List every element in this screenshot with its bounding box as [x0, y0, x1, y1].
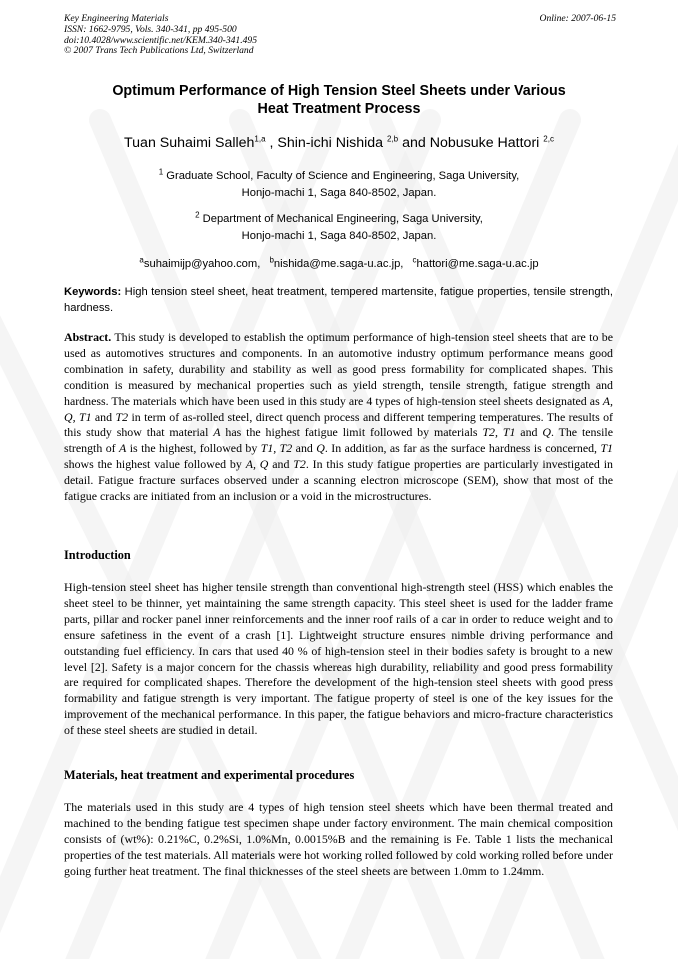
paper-title: Optimum Performance of High Tension Steel Sheets under Various Heat Treatment Process: [112, 83, 566, 117]
affiliation: $^1$ Graduate School, Faculty of Science and Engineering, Saga University, Honjo-machi 1, Saga 840-8502, Japan.: [158, 167, 520, 199]
abstract: Abstract. This study is developed to establish the optimum performance of high-tension steel sheets that are to be used as automotives structures and components. In an automotive industry optimum performance means good combination in safety, durability and stability as well as good press formability for complicated shapes. This condition is measured by mechanical properties such as yield strength, tensile strength, fatigue strength and hardness. The materials which have been used in this study are 4 types of high-tension steel sheets designated as A, Q, T1 and T2 in term of as-rolled steel, direct quench process and different tempering temperatures. The results of this study show that material A has the highest fatigue limit followed by materials T2, T1 and Q. The tensile strength of A is the highest, followed by T1, T2 and Q. In addition, as far as the surface hardness is concerned, T1 shows the highest value followed by A, Q and T2. In this study fatigue properties are particularly investigated in detail. Fatigue fracture surfaces observed under a scanning electron microscope (SEM), show that most of the fatigue cracks are initiated from an inclusion or a void in the microstructures.: [64, 330, 614, 504]
journal-doi: doi:10.4028/www.scientific.net/KEM.340-341.495: [64, 34, 258, 46]
section-heading: Materials, heat treatment and experimental procedures: [64, 768, 355, 782]
affiliation: $^2$ Department of Mechanical Engineering, Saga University, Honjo-machi 1, Saga 840-8502, Japan.: [195, 210, 483, 242]
online-date: Online: 2007-06-15: [539, 13, 616, 24]
author-name: Nobusuke Hattori: [429, 135, 540, 151]
keywords-text: High tension steel sheet, heat treatment, tempered martensite, fatigue properties, tensile strength, hardness.: [64, 286, 613, 314]
author-name: Shin-ichi Nishida: [277, 135, 384, 151]
email-link[interactable]: suhaimijp@yahoo.com,: [143, 258, 261, 270]
keywords: [64, 285, 613, 316]
email-list: $^a$suhaimijp@yahoo.com, $^b$nishida@me.saga-u.ac.jp, $^c$hattori@me.saga-u.ac.jp: [139, 255, 539, 270]
introduction-paragraph: High-tension steel sheet has higher tensile strength than conventional high-strength steel (HSS) which enables the sheet steel to be thinner, yet maintaining the same strength capacity. This steel sheet is used for the ladder frame parts, pillar and rocker panel inner reinforcements and the inner roof rails of a car in order to reduce weight and to ensure safetiness in the event of a crash [1]. Lightweight structure ensures nimble driving performance and outstanding fuel efficiency. In cars that used 40 % of high-tension steel in their bodies safety is brought to a new level [2]. Safety is a major concern for the chassis whereas high durability, reliability and good press formability are required for complicated shapes. Therefore the development of the high-tension steel sheets with good press formability and fatigue strength is very important. The fatigue property of steel is one of the key issues for the improvement of the mechanical performance. In this paper, the fatigue behaviors and micro-fracture characteristics of these steel sheets are studied in detail.: [64, 580, 613, 738]
email-link[interactable]: hattori@me.saga-u.ac.jp: [416, 258, 539, 270]
journal-issn: ISSN: 1662-9795, Vols. 340-341, pp 495-500: [64, 23, 237, 35]
journal-name: Key Engineering Materials: [64, 13, 169, 24]
keywords-label: Keywords:: [64, 286, 122, 298]
author-name: Tuan Suhaimi Salleh: [124, 135, 255, 151]
journal-copyright: © 2007 Trans Tech Publications Ltd, Switzerland: [64, 45, 254, 57]
section-heading: Introduction: [64, 548, 131, 562]
author-list: Tuan Suhaimi Salleh$^{1,a}$ , Shin-ichi Nishida $^{2,b}$ and Nobusuke Hattori $^{2,c}$: [124, 134, 554, 151]
email-link[interactable]: nishida@me.saga-u.ac.jp,: [273, 258, 404, 270]
abstract-label: Abstract.: [64, 330, 112, 344]
materials-paragraph: The materials used in this study are 4 types of high tension steel sheets which have been thermal treated and machined to the bending fatigue test specimen shape under factory environment. The main chemical composition consists of (wt%): 0.21%C, 0.2%Si, 1.0%Mn, 0.0015%B and the remaining is Fe. Table 1 lists the mechanical properties of the test materials. All materials were hot working rolled followed by cold working rolled before under going further heat treatment. The final thicknesses of the steel sheets are between 1.0mm to 1.24mm.: [64, 800, 613, 878]
